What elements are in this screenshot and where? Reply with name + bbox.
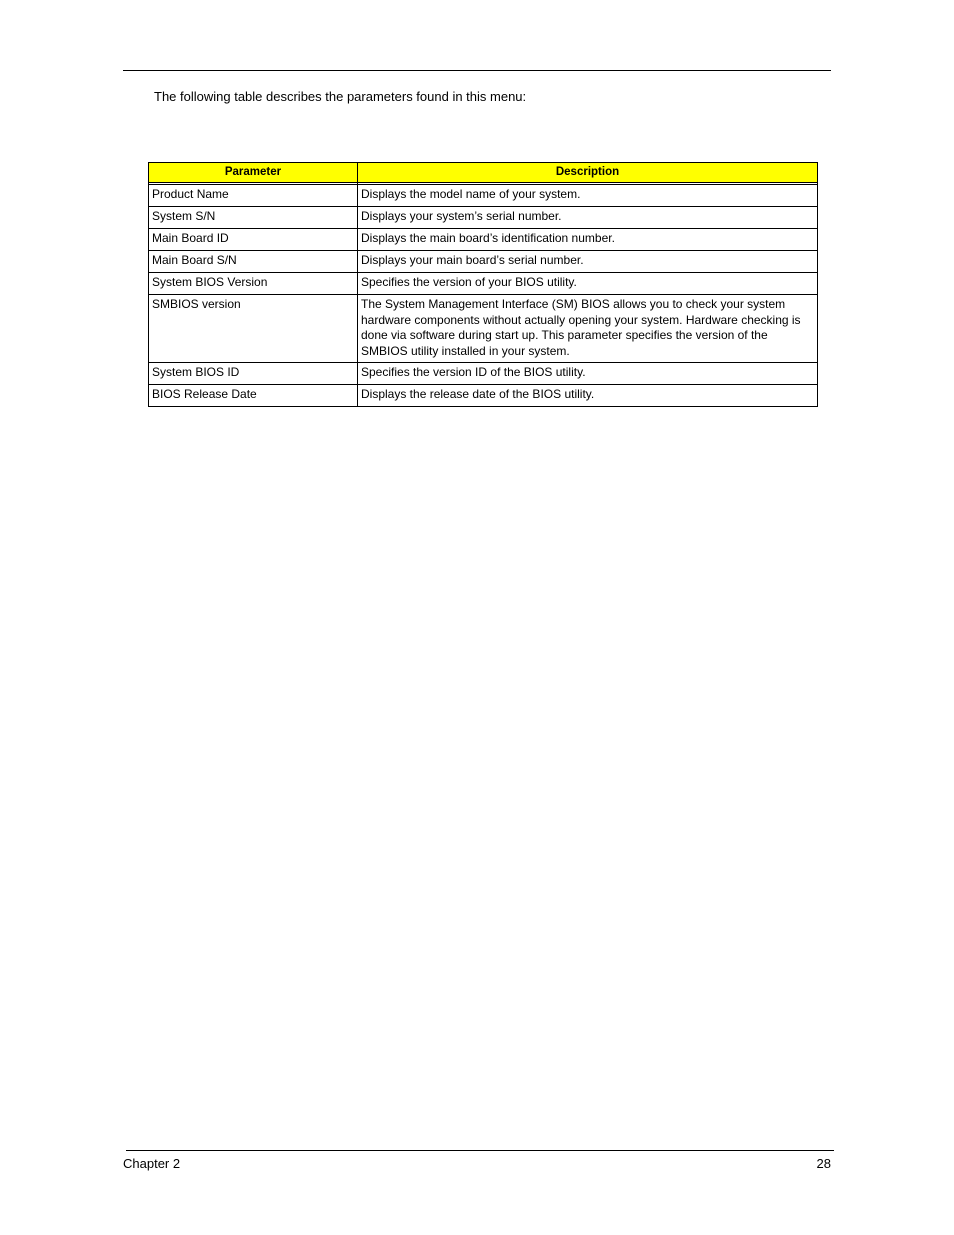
table-header-row: [149, 163, 818, 183]
table-row: [149, 273, 818, 295]
parameter-cell: Product Name: [149, 185, 358, 207]
column-header-parameter: Parameter: [149, 163, 358, 183]
parameters-table: [148, 162, 818, 407]
parameter-cell: Main Board S/N: [149, 251, 358, 273]
table-row: [149, 229, 818, 251]
description-cell: Specifies the version ID of the BIOS utility.: [358, 363, 818, 385]
table-row: [149, 207, 818, 229]
table-row: [149, 251, 818, 273]
description-cell: Displays the model name of your system.: [358, 185, 818, 207]
description-cell: Specifies the version of your BIOS utility.: [358, 273, 818, 295]
parameter-cell: System BIOS ID: [149, 363, 358, 385]
description-cell: The System Management Interface (SM) BIOS allows you to check your system hardware components without actually opening your system. Hardware checking is done via software during start up. This parameter specifies the version of the SMBIOS utility installed in your system.: [358, 295, 818, 363]
footer-chapter: Chapter 2: [123, 1156, 181, 1171]
table-row: [149, 363, 818, 385]
footer-page-number: 28: [816, 1156, 831, 1171]
parameter-cell: System BIOS Version: [149, 273, 358, 295]
parameter-cell: Main Board ID: [149, 229, 358, 251]
description-cell: Displays the release date of the BIOS utility.: [358, 385, 818, 407]
parameter-cell: System S/N: [149, 207, 358, 229]
table-row: [149, 295, 818, 363]
column-header-description: Description: [358, 163, 818, 183]
description-cell: Displays the main board’s identification number.: [358, 229, 818, 251]
description-cell: Displays your main board’s serial number.: [358, 251, 818, 273]
parameter-cell: BIOS Release Date: [149, 385, 358, 407]
table-row: [149, 185, 818, 207]
parameter-cell: SMBIOS version: [149, 295, 358, 363]
table-row: [149, 385, 818, 407]
intro-text: The following table describes the parameters found in this menu:: [154, 89, 527, 104]
footer-rule: [126, 1150, 834, 1151]
header-rule: [123, 70, 831, 71]
description-cell: Displays your system’s serial number.: [358, 207, 818, 229]
